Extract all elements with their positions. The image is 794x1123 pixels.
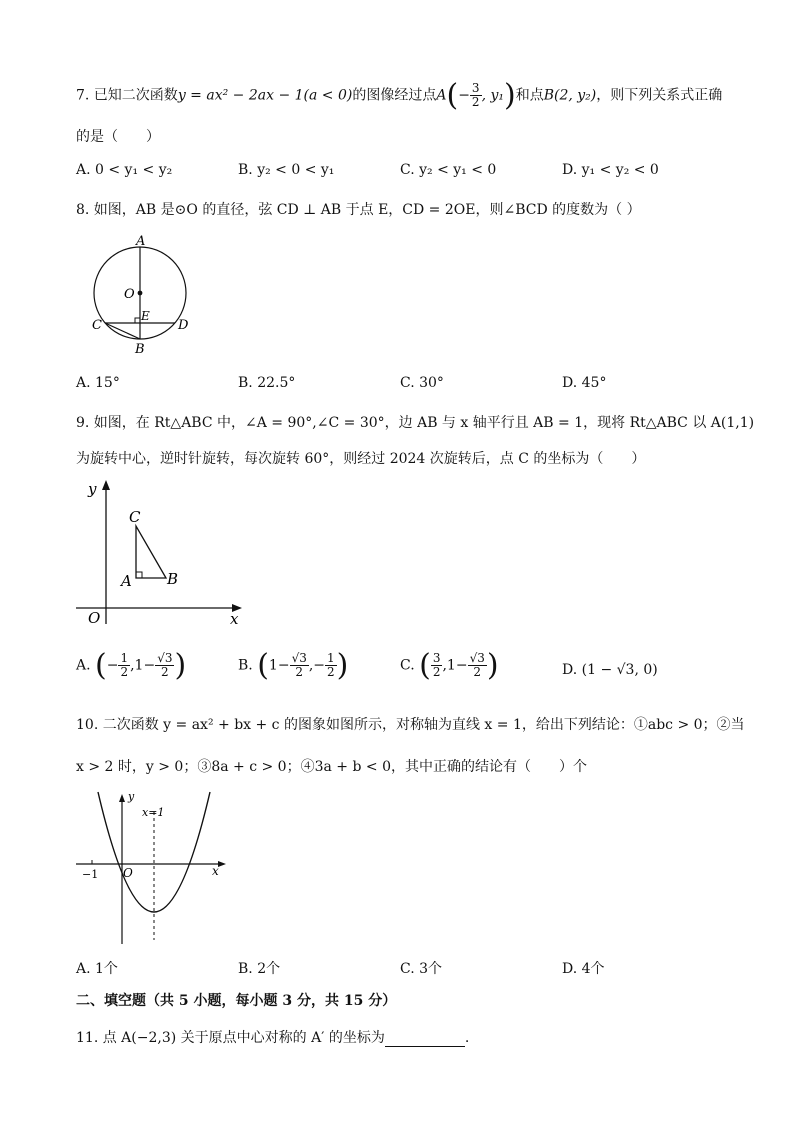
q9-label-o: O: [88, 609, 101, 627]
q10-label-o: O: [123, 866, 133, 880]
q8-right-angle-mark: [135, 318, 140, 323]
q8-text: 8. 如图，AB 是⊙O 的直径，弦 CD ⊥ AB 于点 E，CD = 2OE，则∠BCD 的度数为（ ）: [76, 202, 641, 218]
q9-option-a[interactable]: A. (− $\frac{1}{2}$ ,1− $\frac{√3}{2}$ ): [76, 648, 187, 683]
q7-intro: 7. 已知二次函数: [76, 87, 178, 104]
q9-option-b-letter: B.: [238, 657, 253, 674]
q10-line2: x > 2 时，y > 0；③8a + c > 0；④3a + b < 0，其中正确的结论有（ ）个: [76, 759, 587, 775]
q7-point-a-den: 2: [471, 95, 480, 109]
q7-point-a-num: 3: [471, 81, 480, 95]
q11-answer-blank[interactable]: [385, 1032, 465, 1047]
q9-option-b-pre: 1−: [268, 657, 290, 674]
q9-triangle: [136, 526, 166, 578]
q7-text-c: 和点: [515, 87, 544, 104]
q7-option-b[interactable]: B. y₂ < 0 < y₁: [238, 162, 335, 178]
q8-label-c: C: [92, 318, 102, 333]
q11-end: .: [464, 1030, 470, 1046]
q7-point-b: B(2, y₂): [543, 87, 597, 104]
q10-y-arrow-icon: [119, 794, 125, 802]
q9-option-c-f2-den: 2: [473, 665, 482, 679]
q8-label-e: E: [141, 309, 150, 323]
q8-circle-figure: [86, 230, 206, 360]
q9-right-angle-mark: [136, 572, 142, 578]
q10-label-x: x: [212, 864, 219, 878]
q9-option-b-f2-num: 1: [327, 651, 335, 665]
q9-option-c-f2-num: √3: [469, 651, 485, 665]
q9-option-c-letter: C.: [400, 657, 415, 674]
q8-option-d[interactable]: D. 45°: [562, 375, 607, 391]
q9-label-c: C: [129, 508, 141, 526]
q9-option-a-letter: A.: [76, 657, 91, 674]
q8-option-a[interactable]: A. 15°: [76, 375, 120, 391]
q11-line: [76, 1027, 469, 1047]
q9-option-b[interactable]: B. (1− $\frac{√3}{2}$ ,− $\frac{1}{2}$ ): [238, 648, 349, 683]
q7-text-d: ，则下列关系式正确: [596, 87, 723, 104]
q9-coordinate-figure: [72, 478, 252, 630]
q8-label-b: B: [135, 342, 145, 357]
q7-condition: (a < 0): [303, 87, 353, 104]
q9-option-b-f1-den: 2: [295, 665, 304, 679]
q10-parabola-figure: [72, 788, 232, 948]
q9-label-y: y: [88, 480, 97, 498]
q8-label-d: D: [178, 318, 189, 333]
q8-option-c[interactable]: C. 30°: [400, 375, 444, 391]
q9-option-a-mid: ,1−: [130, 657, 156, 674]
q10-option-c[interactable]: C. 3个: [400, 961, 443, 977]
q7-line1: 7. 已知二次函数y = ax² − 2ax − 1(a < 0)的图像经过点A(− $\frac{3}{2}$ , y₁)和点B(2, y₂)，则下列关系式正确: [76, 78, 723, 113]
q9-option-d[interactable]: D. (1 − √3, 0): [562, 662, 658, 678]
q9-y-arrow-icon: [102, 480, 110, 490]
q9-option-a-neg: −: [106, 657, 119, 674]
q10-option-d[interactable]: D. 4个: [562, 961, 605, 977]
q9-option-a-f2-num: √3: [157, 651, 173, 665]
q8-segment-cb: [105, 323, 140, 339]
q10-label-axis: x=1: [142, 806, 165, 819]
q9-label-a: A: [121, 572, 132, 590]
q7-line2: 的是（ ）: [76, 129, 160, 145]
q9-option-a-f2-den: 2: [161, 665, 169, 679]
q8-label-o: O: [124, 287, 135, 302]
q7-option-a[interactable]: A. 0 < y₁ < y₂: [76, 162, 173, 178]
section-2-heading: 二、填空题（共 5 小题，每小题 3 分，共 15 分）: [76, 993, 397, 1009]
q9-option-c[interactable]: C. ( $\frac{3}{2}$ ,1− $\frac{√3}{2}$ ): [400, 648, 499, 683]
q7-point-a-fraction: [470, 82, 482, 109]
q7-point-a-neg: −: [458, 87, 470, 104]
q7-option-d[interactable]: D. y₁ < y₂ < 0: [562, 162, 659, 178]
q9-line1: 9. 如图，在 Rt△ABC 中，∠A = 90°,∠C = 30°，边 AB 与 x 轴平行且 AB = 1，现将 Rt△ABC 以 A(1,1): [76, 415, 755, 431]
q7-point-a-label: A: [436, 87, 447, 104]
q7-option-c[interactable]: C. y₂ < y₁ < 0: [400, 162, 497, 178]
q8-center-dot: [138, 291, 143, 296]
q8-option-b[interactable]: B. 22.5°: [238, 375, 296, 391]
q10-option-a[interactable]: A. 1个: [76, 961, 118, 977]
q10-x-arrow-icon: [218, 861, 226, 867]
q9-line2: 为旋转中心，逆时针旋转，每次旋转 60°，则经过 2024 次旋转后，点 C 的坐标为（ ）: [76, 451, 646, 467]
q9-label-x: x: [230, 610, 239, 628]
q10-option-b[interactable]: B. 2个: [238, 961, 281, 977]
q9-option-b-f1-num: √3: [291, 651, 307, 665]
q9-option-c-f1-num: 3: [432, 651, 441, 665]
q10-label-neg1: −1: [82, 868, 99, 881]
q7-point-a-y: , y₁: [481, 87, 504, 104]
q9-option-c-f1-den: 2: [432, 665, 441, 679]
q11-text: 11. 点 A(−2,3) 关于原点中心对称的 A′ 的坐标为: [76, 1030, 385, 1046]
q7-text-b: 的图像经过点: [352, 87, 437, 104]
q9-option-b-f2-den: 2: [327, 665, 335, 679]
q9-label-b: B: [167, 570, 179, 588]
q9-option-a-f1-num: 1: [120, 651, 129, 665]
q9-option-b-mid: ,−: [308, 657, 326, 674]
q9-option-a-f1-den: 2: [120, 665, 129, 679]
q9-option-c-mid: ,1−: [442, 657, 468, 674]
q10-line1: 10. 二次函数 y = ax² + bx + c 的图象如图所示，对称轴为直线 x = 1，给出下列结论：①abc > 0；②当: [76, 717, 745, 733]
q7-formula: y = ax² − 2ax − 1: [177, 87, 304, 104]
q10-label-y: y: [128, 790, 135, 803]
q8-label-a: A: [136, 234, 146, 249]
